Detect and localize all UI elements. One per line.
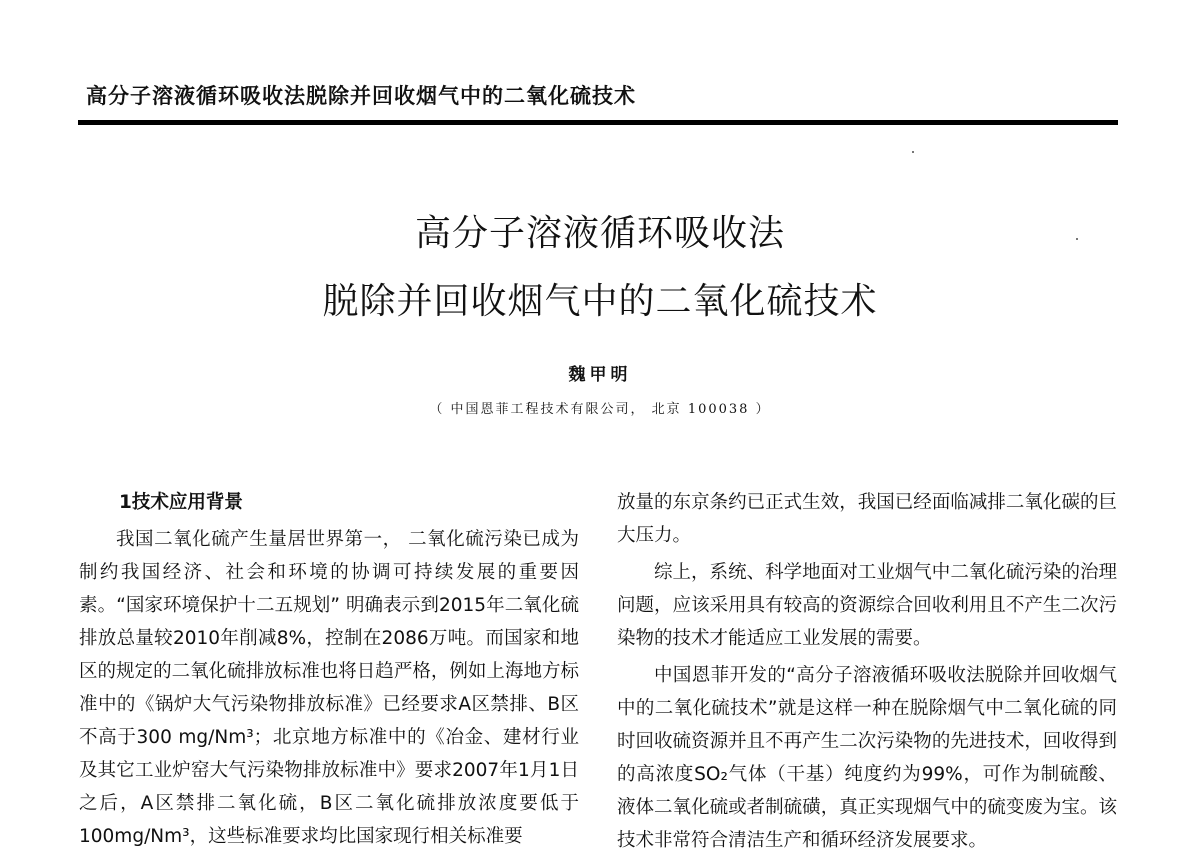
- body-paragraph: 综上，系统、科学地面对工业烟气中二氧化硫污染的治理问题，应该采用具有较高的资源综合回收利用且不产生二次污染物的技术才能适应工业发展的需要。: [617, 562, 1117, 649]
- title-line-1: 高分子溶液循环吸收法: [414, 213, 785, 254]
- scan-speck: [1076, 238, 1078, 240]
- author-affiliation: （ 中国恩菲工程技术有限公司， 北京 100038 ）: [429, 402, 771, 417]
- article-title: [0, 200, 1200, 336]
- body-paragraph-continued: 放量的东京条约已正式生效，我国已经面临减排二氧化碳的巨大压力。: [617, 492, 1117, 546]
- title-line-2: 脱除并回收烟气中的二氧化硫技术: [322, 281, 878, 322]
- left-column: [79, 486, 579, 853]
- body-paragraph: 中国恩菲开发的“高分子溶液循环吸收法脱除并回收烟气中的二氧化硫技术”就是这样一种在脱除烟气中二氧化硫的同时回收硫资源并且不再产生二次污染物的先进技术，回收得到的高浓度SO₂气体（干基）纯度约为99%，可作为制硫酸、液体二氧化硫或者制硫磺，真正实现烟气中的硫变废为宝。该技术非常符合清洁生产和循环经济发展要求。: [617, 665, 1117, 851]
- author-name: 魏甲明: [568, 365, 632, 385]
- header-rule: [78, 120, 1118, 125]
- section-heading: 1技术应用背景: [119, 492, 243, 513]
- running-head: 高分子溶液循环吸收法脱除并回收烟气中的二氧化硫技术: [86, 84, 636, 108]
- right-column: [617, 486, 1117, 857]
- scan-speck: [912, 151, 914, 153]
- body-paragraph: 我国二氧化硫产生量居世界第一， 二氧化硫污染已成为制约我国经济、社会和环境的协调可持续发展的重要因素。“国家环境保护十二五规划” 明确表示到2015年二氧化硫排放总量较2010年削减8%，控制在2086万吨。而国家和地区的规定的二氧化硫排放标准也将日趋严格，例如上海地方标准中的《锅炉大气污染物排放标准》已经要求A区禁排、B区不高于300 mg/Nm³；北京地方标准中的《冶金、建材行业及其它工业炉窑大气污染物排放标准中》要求2007年1月1日之后，A区禁排二氧化硫，B区二氧化硫排放浓度要低于100mg/Nm³，这些标准要求均比国家现行相关标准要: [79, 529, 579, 847]
